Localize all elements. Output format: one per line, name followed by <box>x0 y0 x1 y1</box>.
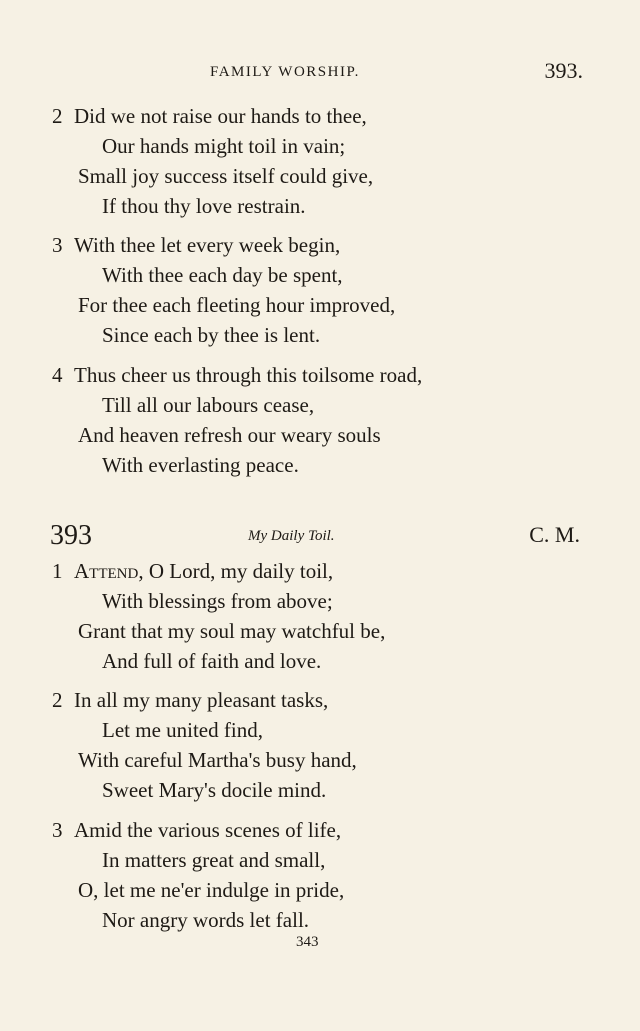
verse-line: 2 In all my many pleasant tasks, <box>52 688 329 712</box>
verse-number: 1 <box>52 559 63 583</box>
verse-line: In matters great and small, <box>102 848 326 872</box>
verse-line: Let me united find, <box>102 718 263 742</box>
verse-line: With thee each day be spent, <box>102 263 343 287</box>
verse-line: And heaven refresh our weary souls <box>78 423 381 447</box>
running-header-title: FAMILY WORSHIP. <box>210 64 360 80</box>
verse-line: 2 Did we not raise our hands to thee, <box>52 104 367 128</box>
verse-line: And full of faith and love. <box>102 649 322 673</box>
verse-line: 4 Thus cheer us through this toilsome road, <box>52 363 423 387</box>
hymn-meter: C. M. <box>529 522 580 547</box>
verse-line: 3 Amid the various scenes of life, <box>52 818 342 842</box>
verse-number: 4 <box>52 363 63 387</box>
verse-first-word: Attend, <box>74 559 144 583</box>
verse-line: With careful Martha's busy hand, <box>78 748 357 772</box>
running-header-hymn-number: 393. <box>544 58 583 83</box>
hymn-number: 393 <box>50 520 92 551</box>
verse-line: Since each by thee is lent. <box>102 323 321 347</box>
verse-line: Sweet Mary's docile mind. <box>102 778 327 802</box>
verse-number: 2 <box>52 104 63 128</box>
verse-line: 1 Attend, O Lord, my daily toil, <box>52 559 334 583</box>
verse-line: Small joy success itself could give, <box>78 164 374 188</box>
hymn-title: My Daily Toil. <box>248 528 335 544</box>
page-number: 343 <box>296 934 319 950</box>
verse-line: With blessings from above; <box>102 589 333 613</box>
verse-line: Grant that my soul may watchful be, <box>78 619 386 643</box>
verse-number: 3 <box>52 233 63 257</box>
verse-number: 2 <box>52 688 63 712</box>
verse-line: For thee each fleeting hour improved, <box>78 293 396 317</box>
verse-line: O, let me ne'er indulge in pride, <box>78 878 345 902</box>
verse-line: Nor angry words let fall. <box>102 908 310 932</box>
verse-line: If thou thy love restrain. <box>102 194 306 218</box>
verse-line: Our hands might toil in vain; <box>102 134 346 158</box>
verse-number: 3 <box>52 818 63 842</box>
verse-line: Till all our labours cease, <box>102 393 315 417</box>
verse-line: With everlasting peace. <box>102 453 299 477</box>
verse-line: 3 With thee let every week begin, <box>52 233 341 257</box>
